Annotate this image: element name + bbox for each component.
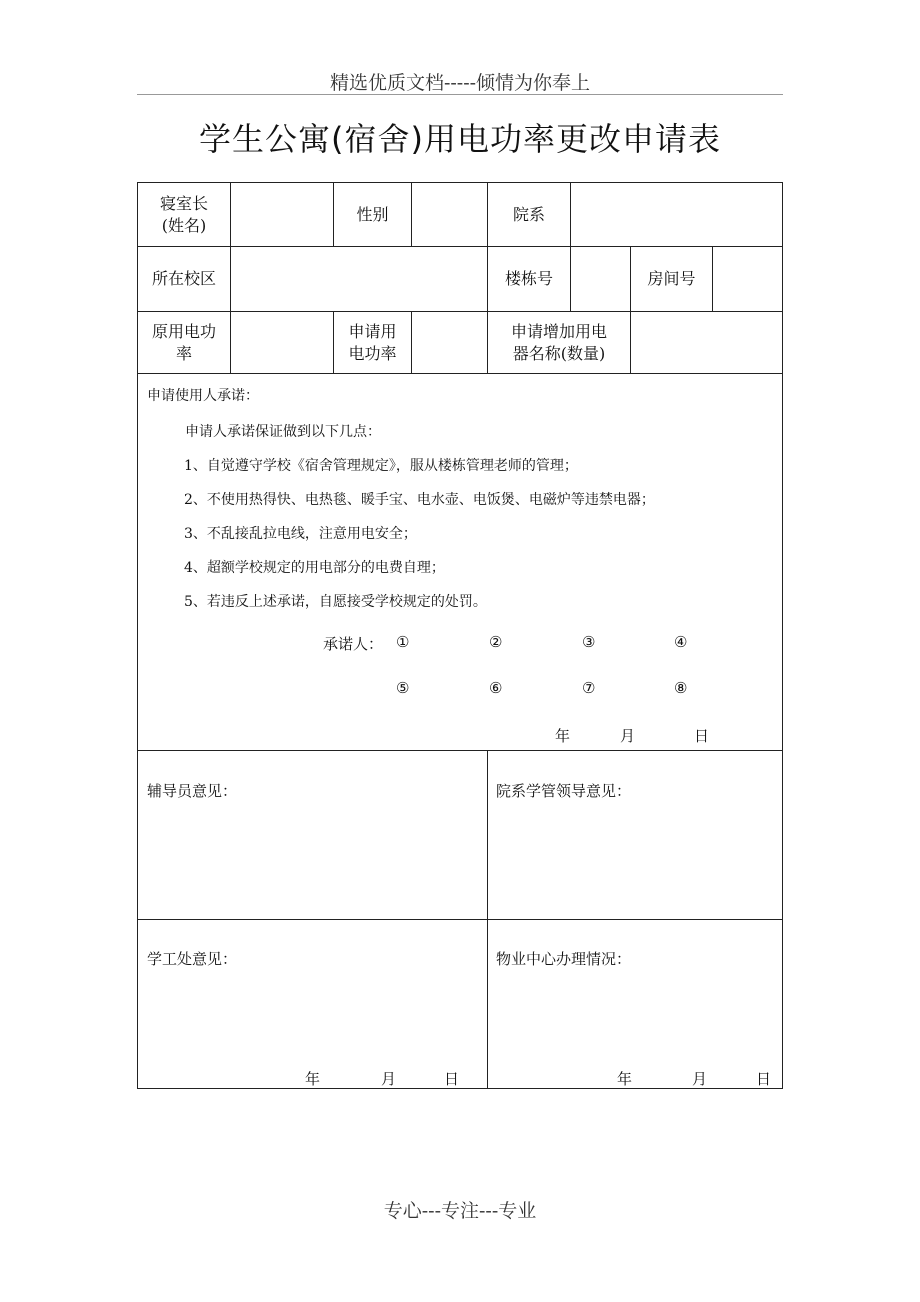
original-power-label	[137, 311, 231, 374]
building-label: 楼栋号	[487, 246, 571, 312]
requested-power-field[interactable]	[411, 311, 488, 374]
campus-label: 所在校区	[137, 246, 231, 312]
student-affairs-opinion-box[interactable]	[137, 919, 488, 1089]
added-appliances-label	[487, 311, 631, 374]
counselor-opinion-label: 辅导员意见：	[147, 782, 238, 800]
leader-name-field[interactable]	[230, 182, 334, 247]
pledge-item: 1、自觉遵守学校《宿舍管理规定》，服从楼栋管理老师的管理；	[184, 458, 578, 474]
page-header: 精选优质文档-----倾情为你奉上	[329, 72, 591, 94]
added-appliances-field[interactable]	[630, 311, 783, 374]
signer-mark-7[interactable]: ⑦	[582, 679, 596, 697]
gender-field[interactable]	[411, 182, 488, 247]
room-field[interactable]	[712, 246, 783, 312]
leader-label	[137, 182, 231, 247]
requested-power-line2: 电功率	[348, 343, 397, 363]
requested-power-line1: 申请用	[348, 321, 397, 341]
pledge-item: 5、若违反上述承诺，自愿接受学校规定的处罚。	[184, 594, 487, 610]
original-power-line2: 率	[175, 343, 192, 363]
dept-leader-opinion-label: 院系学管领导意见：	[496, 782, 632, 800]
signer-label: 承诺人：	[323, 635, 384, 653]
property-status-box[interactable]	[487, 919, 783, 1089]
student-affairs-date-month: 月	[381, 1070, 397, 1088]
property-date-year: 年	[617, 1070, 633, 1088]
pledge-date-year: 年	[555, 727, 571, 745]
dept-leader-opinion-box[interactable]	[487, 750, 783, 920]
signer-mark-6[interactable]: ⑥	[489, 679, 503, 697]
campus-field[interactable]	[230, 246, 488, 312]
leader-label-line2: (姓名)	[161, 215, 207, 235]
requested-power-label	[333, 311, 412, 374]
pledge-item: 3、不乱接乱拉电线，注意用电安全；	[184, 526, 417, 542]
form-title: 学生公寓(宿舍)用电功率更改申请表	[199, 120, 721, 158]
signer-mark-5[interactable]: ⑤	[396, 679, 410, 697]
pledge-item: 2、不使用热得快、电热毯、暖手宝、电水壶、电饭煲、电磁炉等违禁电器；	[184, 492, 655, 508]
signer-mark-2[interactable]: ②	[489, 633, 503, 651]
original-power-line1: 原用电功	[151, 321, 216, 341]
property-date-month: 月	[692, 1070, 708, 1088]
signer-mark-1[interactable]: ①	[396, 633, 410, 651]
signer-mark-8[interactable]: ⑧	[674, 679, 688, 697]
added-appliances-line2: 器名称(数量)	[512, 343, 606, 363]
header-divider	[137, 94, 783, 95]
gender-label: 性别	[333, 182, 412, 247]
department-label: 院系	[487, 182, 571, 247]
student-affairs-date-year: 年	[305, 1070, 321, 1088]
student-affairs-date-day: 日	[444, 1070, 460, 1088]
pledge-heading: 申请使用人承诺：	[147, 388, 259, 404]
property-date-day: 日	[756, 1070, 772, 1088]
counselor-opinion-box[interactable]	[137, 750, 488, 920]
signer-mark-4[interactable]: ④	[674, 633, 688, 651]
signer-mark-3[interactable]: ③	[582, 633, 596, 651]
pledge-intro: 申请人承诺保证做到以下几点：	[185, 424, 381, 440]
property-status-label: 物业中心办理情况：	[496, 950, 632, 968]
leader-label-line1: 寝室长	[159, 193, 208, 213]
page-footer: 专心---专注---专业	[383, 1200, 537, 1222]
room-label: 房间号	[630, 246, 713, 312]
added-appliances-line1: 申请增加用电	[510, 321, 607, 341]
pledge-date-month: 月	[620, 727, 636, 745]
pledge-date-day: 日	[694, 727, 710, 745]
building-field[interactable]	[570, 246, 631, 312]
department-field[interactable]	[570, 182, 783, 247]
pledge-item: 4、超额学校规定的用电部分的电费自理；	[184, 560, 445, 576]
original-power-field[interactable]	[230, 311, 334, 374]
student-affairs-opinion-label: 学工处意见：	[147, 950, 238, 968]
